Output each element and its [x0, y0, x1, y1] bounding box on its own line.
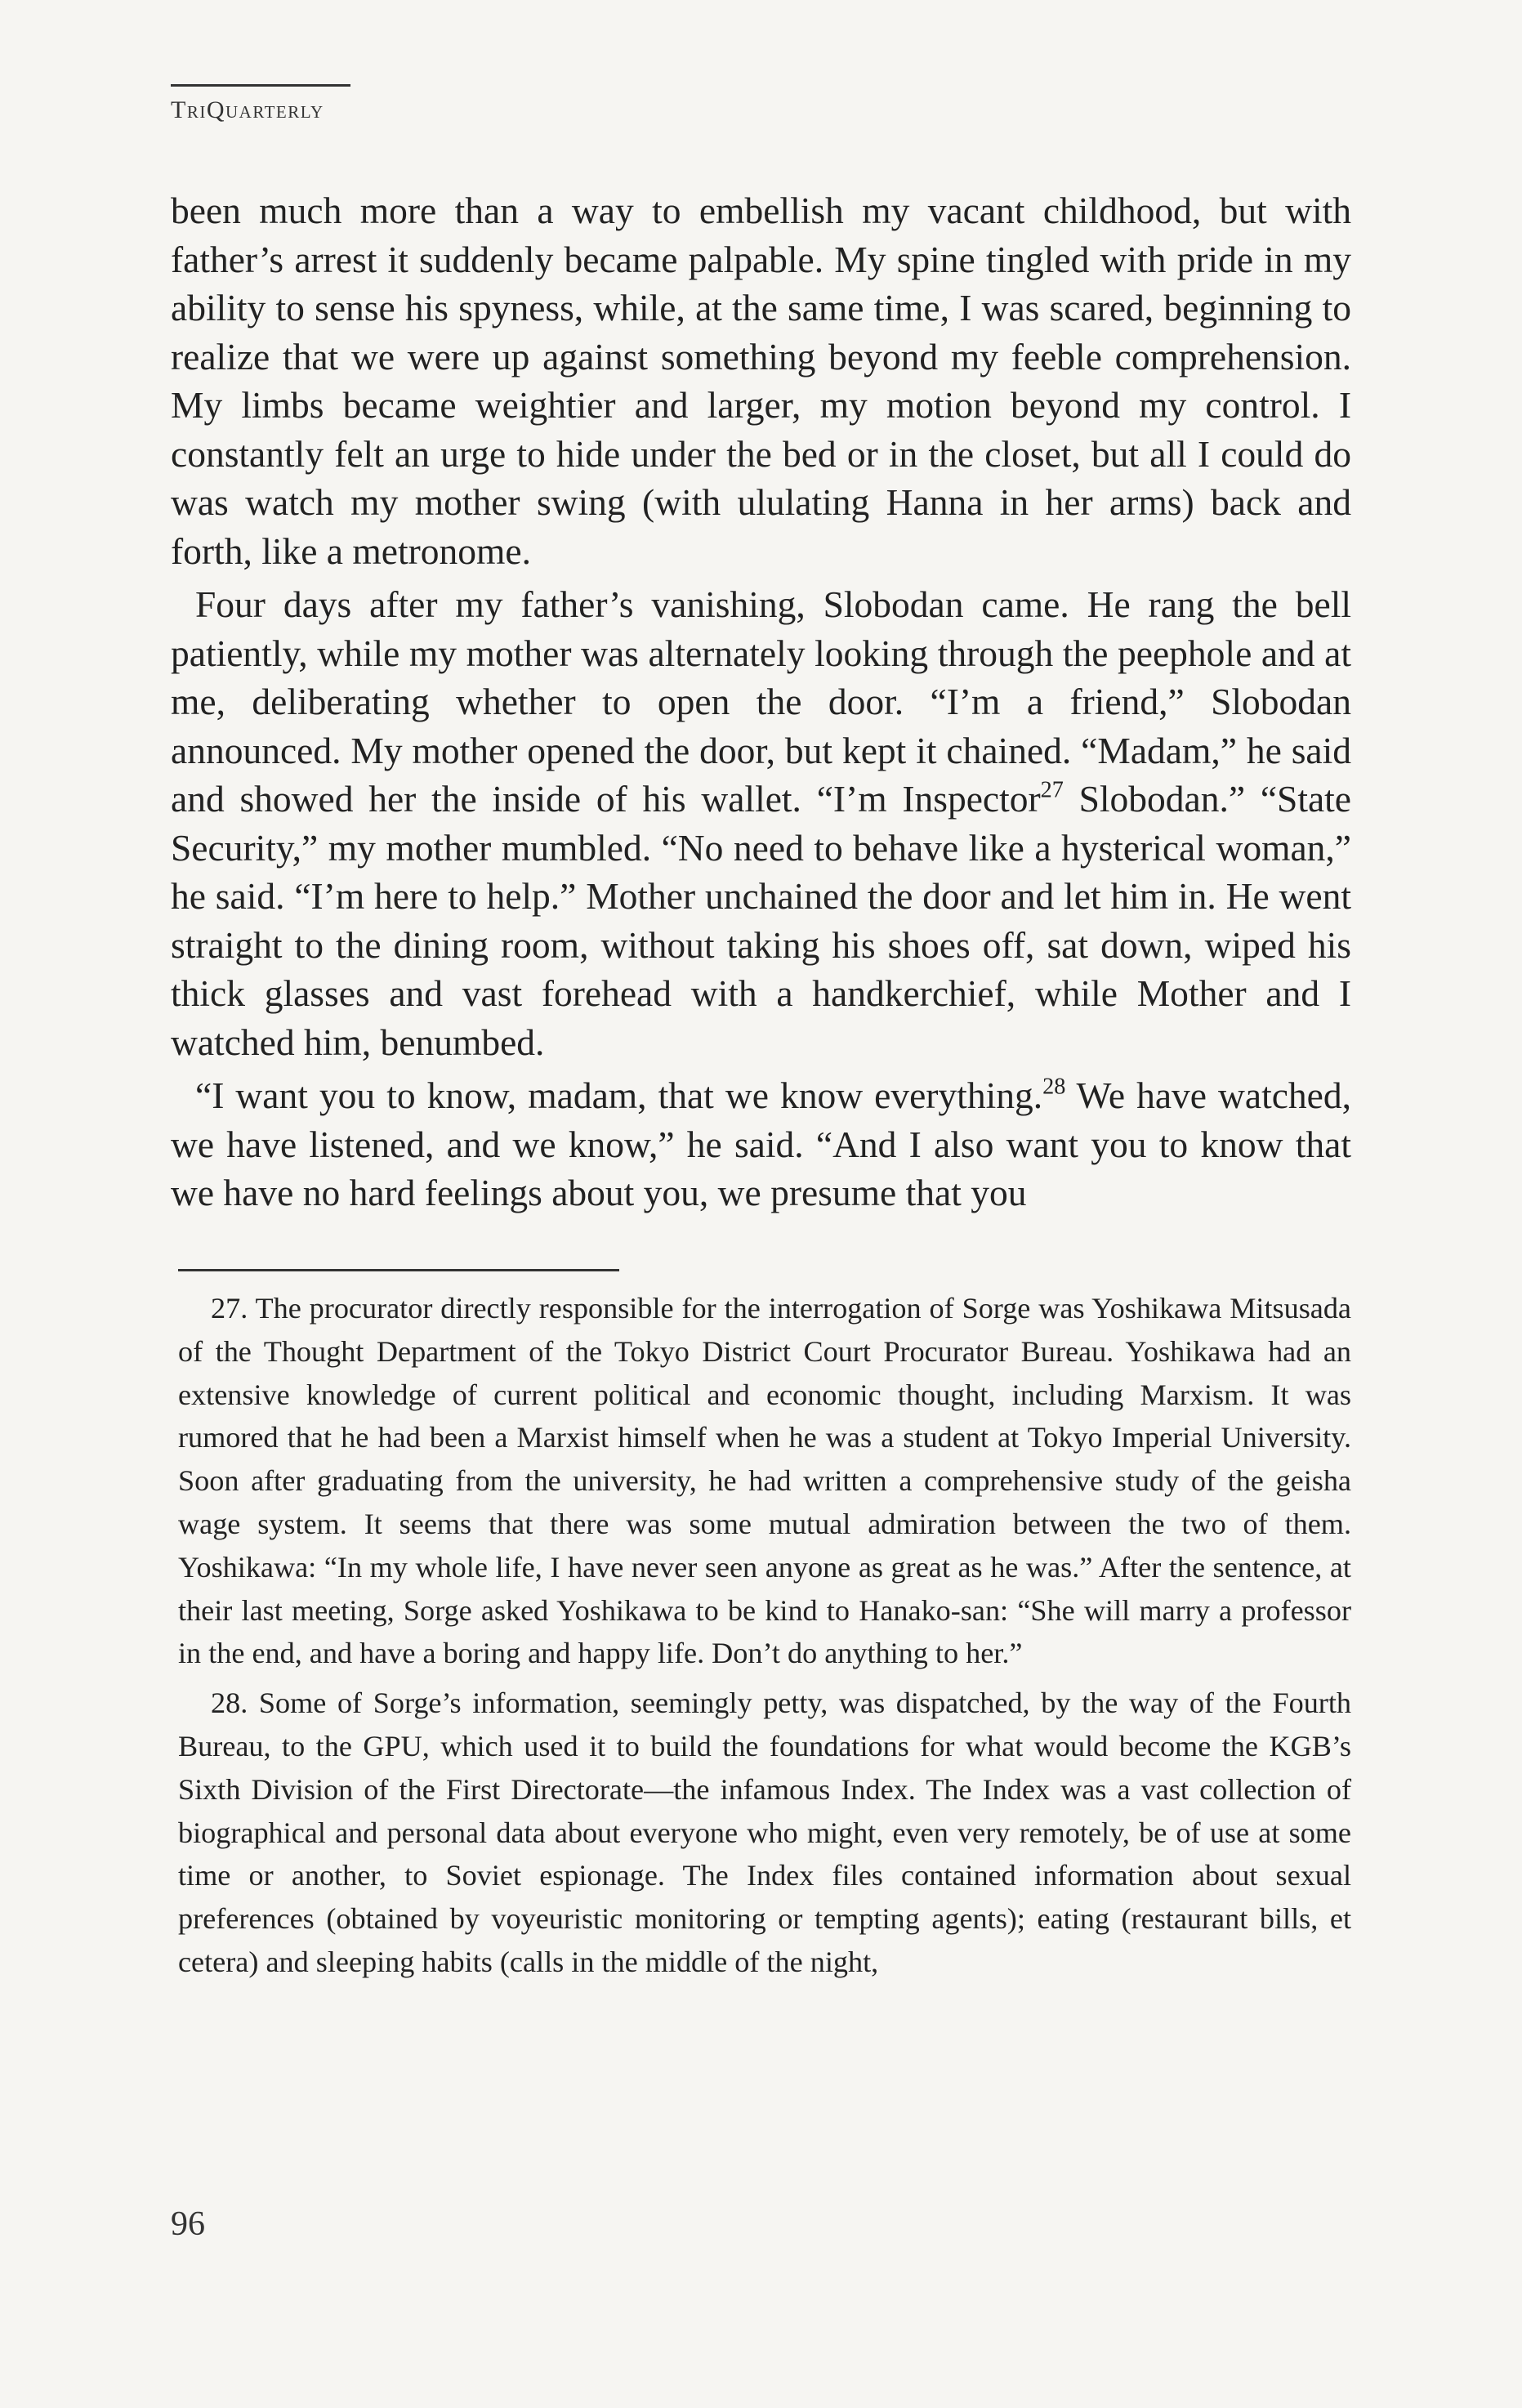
footnote-ref-27: 27 — [1040, 777, 1064, 803]
paragraph-2 — [171, 580, 1351, 1066]
footnote-rule — [178, 1269, 619, 1271]
footnote-28: 28. Some of Sorge’s information, seemingly petty, was dispatched, by the way of the Fourth Bureau, to the GPU, which used it to build the foundations for what would become the KGB’s Sixth Division of the First Directorate—the infamous Index. The Index was a vast collection of biographical and personal data about everyone who might, even very remotely, be of use at some time or another, to Soviet espionage. The Index files contained information about sexual preferences (obtained by voyeuristic monitoring or tempting agents); eating (restaurant bills, et cetera) and sleeping habits (calls in the middle of the night, — [178, 1686, 1351, 1978]
paragraph-3-text-a: “I want you to know, madam, that we know everything. — [195, 1074, 1043, 1116]
paragraph-3-text-b: We have watched, we have listened, and we know,” he said. “And I also want you to know that we have no hard feelings about you, we presume that you — [171, 1074, 1351, 1213]
header-rule — [171, 84, 350, 87]
paragraph-2-text-b: Slobodan.” “State Security,” my mother mumbled. “No need to behave like a hysterical woman,” he said. “I’m here to help.” Mother unchained the door and let him in. He went straight to the dining room, without taking his shoes off, sat down, wiped his thick glasses and vast forehead with a handkerchief, while Mother and I watched him, benumbed. — [171, 778, 1351, 1063]
running-head: TriQuarterly — [171, 96, 324, 123]
body-text — [171, 186, 1351, 1217]
paragraph-1: been much more than a way to embellish my vacant childhood, but with father’s arrest it suddenly became palpable. My spine tingled with pride in my ability to sense his spyness, while, at the same time, I was scared, beginning to realize that we were up against something beyond my feeble comprehension. My limbs became weightier and larger, my motion beyond my control. I constantly felt an urge to hide under the bed or in the closet, but all I could do was watch my mother swing (with ululating Hanna in her arms) back and forth, like a metronome. — [171, 190, 1351, 572]
paragraph-3 — [171, 1071, 1351, 1217]
footnote-ref-28: 28 — [1042, 1074, 1066, 1100]
page-number: 96 — [171, 2205, 205, 2243]
footnotes — [178, 1287, 1351, 1984]
paragraph-2-text-a: Four days after my father’s vanishing, Slobodan came. He rang the bell patiently, while my mother was alternately looking through the peephole and at me, deliberating whether to open the door. “I’m a friend,” Slobodan announced. My mother opened the door, but kept it chained. “Madam,” he said and showed her the inside of his wallet. “I’m Inspector — [171, 583, 1351, 820]
footnote-27: 27. The procurator directly responsible for the interrogation of Sorge was Yoshikawa Mitsusada of the Thought Department of the Tokyo District Court Procurator Bureau. Yoshikawa had an extensive knowledge of current political and economic thought, including Marxism. It was rumored that he had been a Marxist himself when he was a student at Tokyo Imperial University. Soon after graduating from the university, he had written a comprehensive study of the geisha wage system. It seems that there was some mutual admiration between the two of them. Yoshikawa: “In my whole life, I have never seen anyone as great as he was.” After the sentence, at their last meeting, Sorge asked Yoshikawa to be kind to Hanako-san: “She will marry a professor in the end, and have a boring and happy life. Don’t do anything to her.” — [178, 1292, 1351, 1670]
